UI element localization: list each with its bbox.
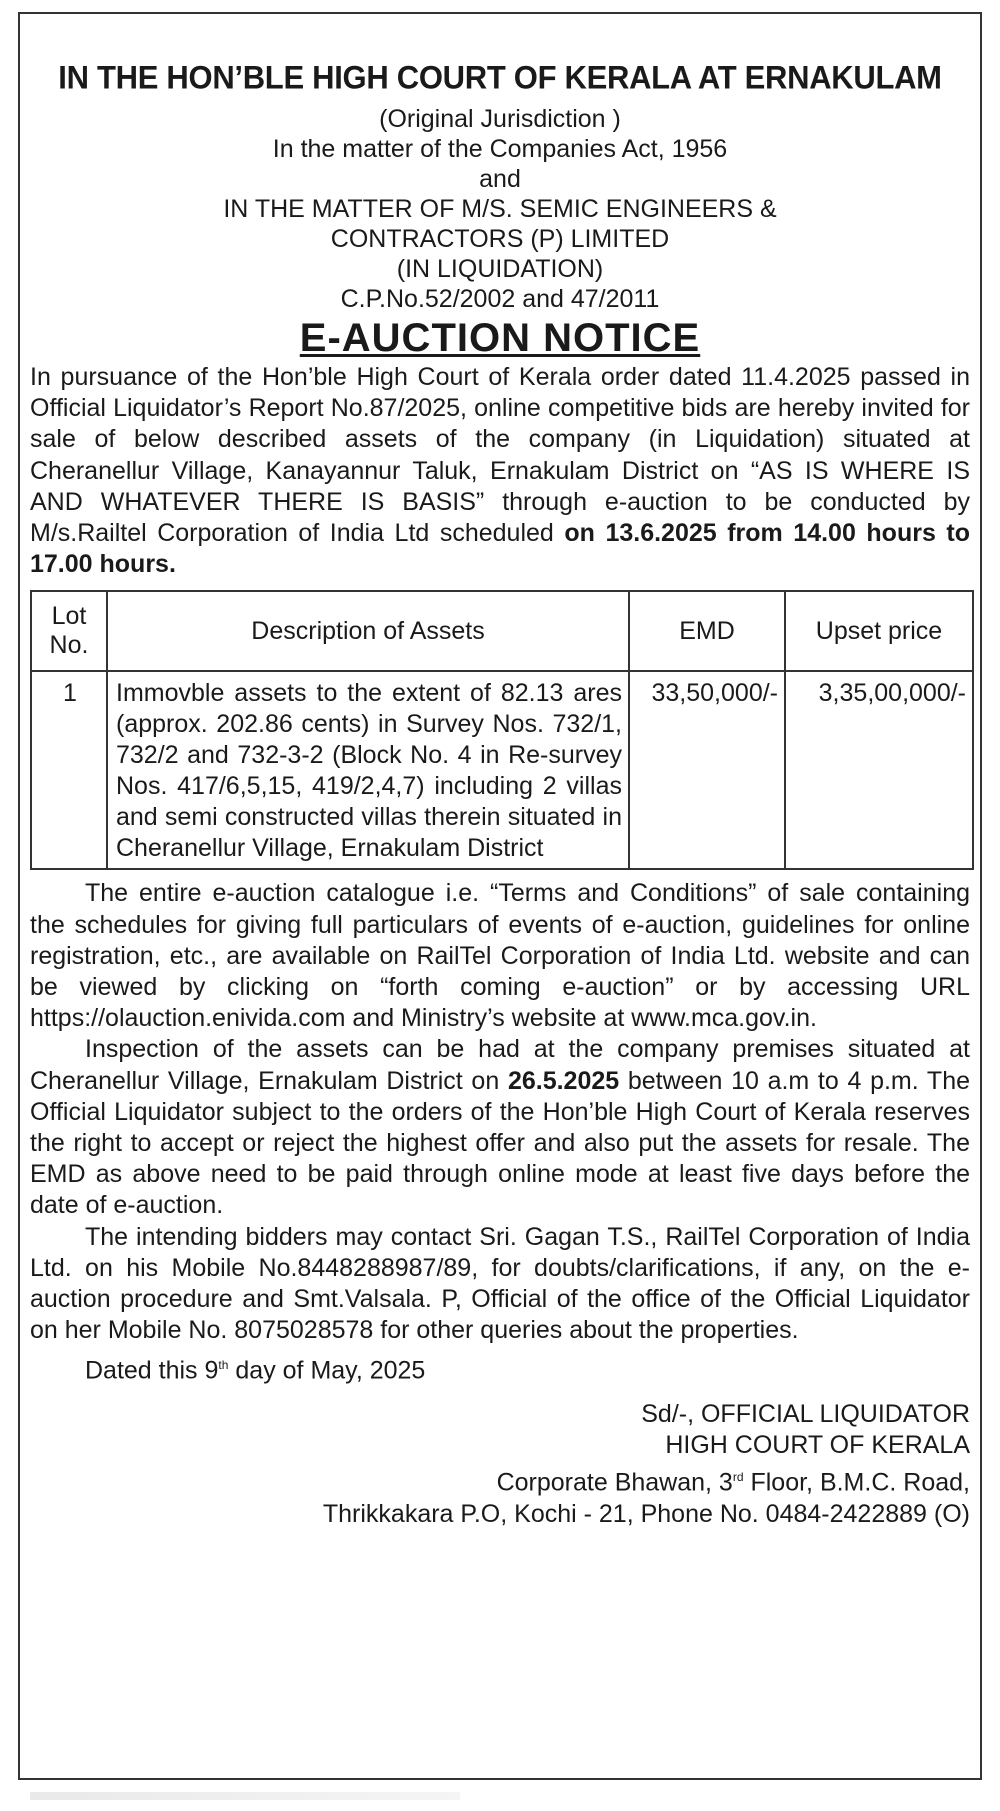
contact-paragraph: The intending bidders may contact Sri. Gagan T.S., RailTel Corporation of India Ltd. on his Mobile No.8448288987/89, for doubts/clarifications, if any, on the e-auction procedure and Smt.Valsala. P, Official of the office of the Official Liquidator on her Mobile No. 8075028578 for other queries about the properties. — [30, 1222, 970, 1345]
and-line: and — [479, 165, 521, 193]
signature-line-2: HIGH COURT OF KERALA — [665, 1431, 970, 1460]
table-row — [31, 671, 973, 869]
court-title: IN THE HON’BLE HIGH COURT OF KERALA AT ERNAKULAM — [58, 59, 942, 96]
assets-table — [30, 590, 974, 870]
case-numbers: C.P.No.52/2002 and 47/2011 — [340, 285, 660, 313]
notice-title: E-AUCTION NOTICE — [299, 316, 701, 360]
catalogue-paragraph: The entire e-auction catalogue i.e. “Terms and Conditions” of sale containing the schedules for giving full particulars of events of e-auction, guidelines for online registration, etc., are available on RailTel Corporation of India Ltd. website and can be viewed by clicking on “forth coming e-auction” or by accessing URL https://olauction.enivida.com and Ministry’s website at www.mca.gov.in. — [30, 879, 970, 1033]
emd-value: 33,50,000/- — [629, 671, 785, 869]
matter-line: In the matter of the Companies Act, 1956 — [272, 135, 728, 163]
jurisdiction: (Original Jurisdiction ) — [379, 105, 621, 133]
signature-line-1: Sd/-, OFFICIAL LIQUIDATOR — [641, 1399, 970, 1428]
asset-description: Immovble assets to the extent of 82.13 ares (approx. 202.86 cents) in Survey Nos. 732/1, 732/2 and 732-3-2 (Block No. 4 in Re-survey Nos. 417/6,5,15, 419/2,4,7) including 2 villas and semi constructed villas therein situated in Cheranellur Village, Ernakulam District — [107, 671, 629, 869]
emd-header: EMD — [629, 591, 785, 671]
scan-artifact-strip — [30, 1792, 460, 1800]
upset-price-value: 3,35,00,000/- — [785, 671, 973, 869]
lot-no-header: Lot No. — [31, 591, 107, 671]
auction-notice — [18, 12, 982, 1780]
company-line-2: CONTRACTORS (P) LIMITED — [330, 225, 670, 253]
inspection-paragraph: Inspection of the assets can be had at the company premises situated at Cheranellur Village, Ernakulam District on 26.5.2025 between 10 a.m to 4 p.m. The Official Liquidator subject to the orders of the Hon’ble High Court of Kerala reserves the right to accept or reject the highest offer and also put the assets for resale. The EMD as above need to be paid through online mode at least five days before the date of e-auction. — [30, 1035, 971, 1220]
auction-schedule: on 13.6.2025 from 14.00 hours to 17.00 hours. — [30, 519, 970, 579]
description-header: Description of Assets — [107, 591, 629, 671]
lot-number: 1 — [31, 671, 107, 869]
intro-paragraph — [30, 362, 970, 580]
dated-line: Dated this 9th day of May, 2025 — [85, 1356, 426, 1385]
intro-text: In pursuance of the Hon’ble High Court of Kerala order dated 11.4.2025 passed in Official Liquidator’s Report No.87/2025, online competitive bids are hereby invited for sale of below described assets of the company (in Liquidation) situated at Cheranellur Village, Kanayannur Taluk, Ernakulam District on “AS IS WHERE IS AND WHATEVER THERE IS BASIS” through e-auction to be conducted by M/s.Railtel Corporation of India Ltd scheduled — [30, 363, 970, 548]
upset-price-header: Upset price — [785, 591, 973, 671]
inspection-date: 26.5.2025 — [507, 1066, 620, 1095]
signature-block — [30, 1399, 970, 1530]
company-line-3: (IN LIQUIDATION) — [396, 255, 604, 283]
table-header-row — [31, 591, 973, 671]
signature-line-4: Thrikkakara P.O, Kochi - 21, Phone No. 0484-2422889 (O) — [322, 1499, 970, 1528]
signature-line-3: Corporate Bhawan, 3rd Floor, B.M.C. Road, — [496, 1468, 970, 1497]
company-line-1: IN THE MATTER OF M/S. SEMIC ENGINEERS & — [223, 195, 777, 223]
